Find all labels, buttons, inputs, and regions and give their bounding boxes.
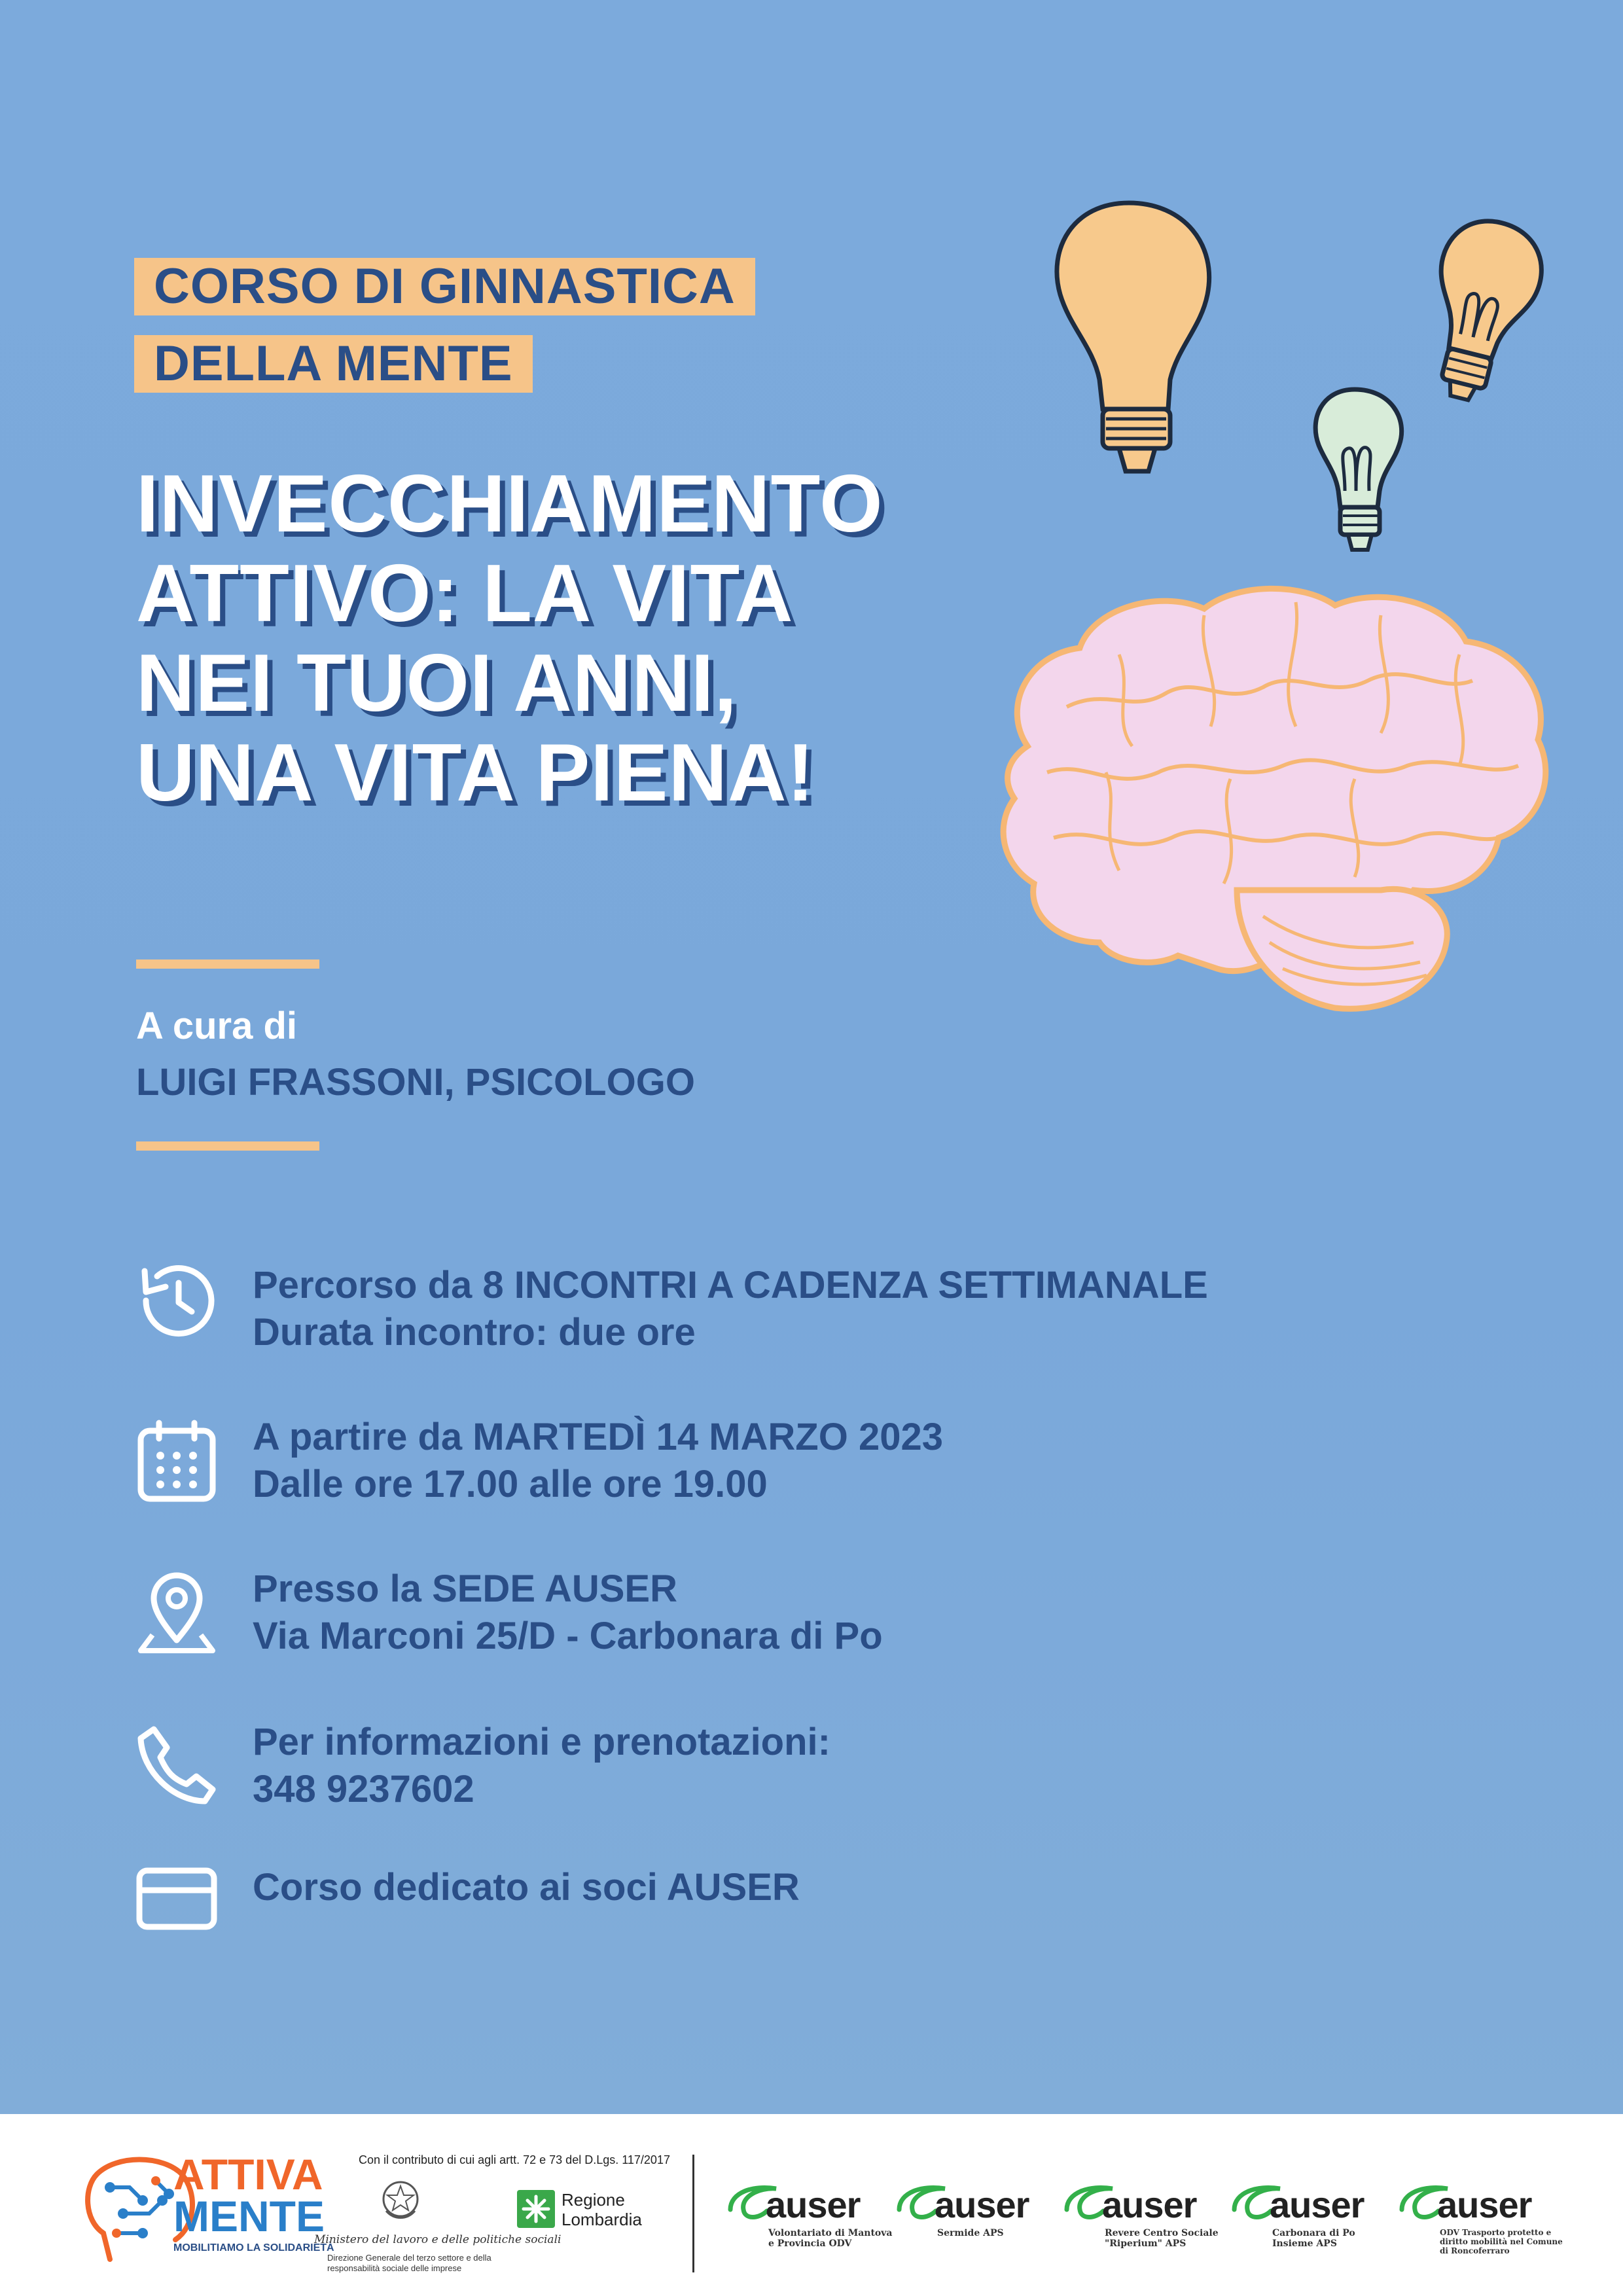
info-text: Via Marconi 25/D - Carbonara di Po [253,1615,883,1657]
info-place [253,1566,883,1660]
headline-line: ATTIVO: LA VITA [136,548,794,639]
auser-word: auser [1437,2184,1532,2225]
lightbulb-icon [1057,203,1209,471]
ministry-direction: Direzione Generale del terzo settore e della responsabilità sociale delle imprese [327,2253,491,2273]
info-text: A partire da [253,1416,473,1458]
info-text: Per informazioni e prenotazioni: [253,1721,830,1763]
course-label-line1: CORSO DI GINNASTICA [134,258,755,315]
lombardia-rose-icon [517,2190,555,2228]
headline [136,459,987,818]
auser-branch: Revere Centro Sociale "Riperium" APS [1105,2228,1219,2249]
auser-word: auser [766,2184,861,2225]
info-text: Corso dedicato ai soci AUSER [253,1866,800,1909]
clock-icon [134,1258,219,1343]
phone-icon [134,1721,219,1806]
auser-branch: Carbonara di Po Insieme APS [1272,2228,1355,2249]
footer-logos [0,2114,1623,2296]
auser-logo [1230,2179,1387,2278]
curator-prefix: A cura di [136,1005,298,1047]
info-phone-number: 348 9237602 [253,1768,474,1810]
info-text: Presso la [253,1568,433,1610]
info-text: Percorso da [253,1264,483,1306]
location-pin-icon [134,1570,219,1655]
info-highlight: 8 INCONTRI A CADENZA SETTIMANALE [482,1264,1208,1306]
lombardia-text: Lombardia [562,2210,642,2229]
info-sessions [253,1262,1208,1356]
headline-line: INVECCHIAMENTO [136,459,883,549]
auser-word: auser [935,2184,1029,2225]
info-members [253,1864,800,1911]
info-text: Dalle ore 17.00 alle ore 19.00 [253,1463,768,1505]
contribution-note: Con il contributo di cui agli artt. 72 e 73 del D.Lgs. 117/2017 [359,2153,670,2166]
attiva-logo-text: ATTIVA [173,2150,323,2198]
regione-lombardia-logo [517,2190,555,2228]
regione-text: Regione [562,2190,625,2210]
auser-logo [895,2179,1052,2278]
headline-line: UNA VITA PIENA! [136,728,815,818]
info-highlight: SEDE AUSER [432,1568,677,1610]
info-highlight: MARTEDÌ 14 MARZO 2023 [473,1416,943,1458]
auser-branch: Volontariato di Mantova e Provincia ODV [768,2228,893,2249]
auser-branch: ODV Trasporto protetto e diritto mobilità nel Comune di Roncoferraro [1440,2228,1563,2255]
headline-line: NEI TUOI ANNI, [136,638,738,728]
italian-emblem-icon [381,2177,420,2223]
auser-logo [1398,2179,1563,2278]
auser-logo [726,2179,893,2278]
info-text: Durata incontro: due ore [253,1311,696,1354]
separator-rule [136,1141,319,1151]
auser-logo [1063,2179,1220,2278]
separator-rule [136,960,319,969]
curator-name: LUIGI FRASSONI, PSICOLOGO [136,1061,695,1103]
footer-divider [692,2155,694,2272]
brain-icon [988,576,1558,1021]
calendar-icon [134,1419,219,1504]
auser-word: auser [1102,2184,1197,2225]
lightbulb-icon [1315,389,1402,550]
info-date [253,1414,943,1508]
bulbs-illustration [1021,183,1558,576]
card-icon [134,1856,219,1941]
lightbulb-icon [1411,211,1552,410]
course-label-line2: DELLA MENTE [134,335,533,393]
attiva-tagline: MOBILITIAMO LA SOLIDARIETÀ [173,2242,334,2253]
mente-logo-text: MENTE [173,2192,325,2240]
info-contact [253,1719,830,1813]
auser-word: auser [1270,2184,1364,2225]
auser-branch: Sermide APS [937,2228,1004,2238]
ministry-name: Ministero del lavoro e delle politiche sociali [314,2233,562,2246]
